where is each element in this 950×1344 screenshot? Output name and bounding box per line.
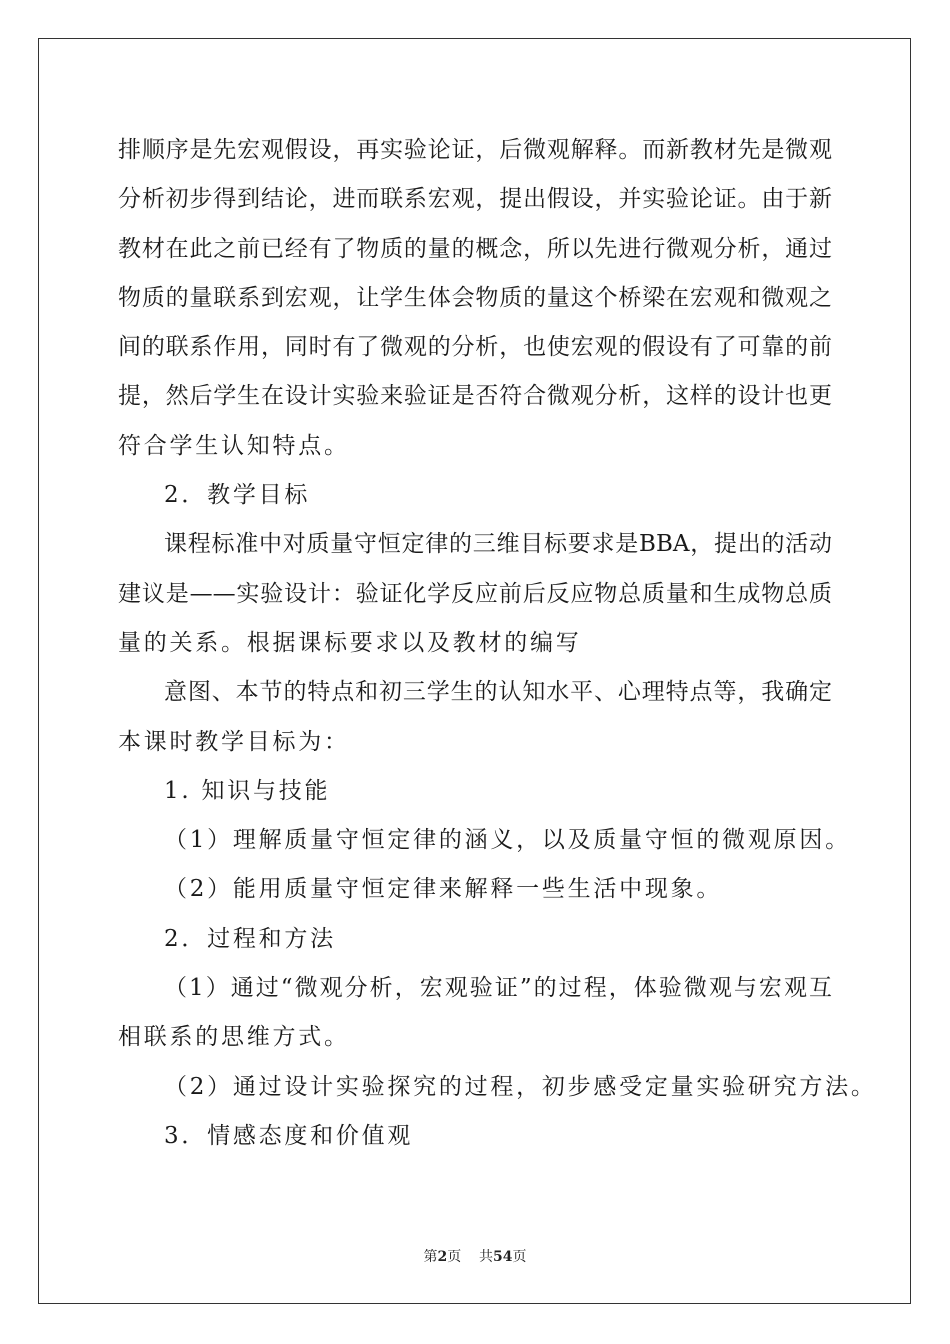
paragraph-line: 本课时教学目标为：: [118, 728, 350, 755]
paragraph-line: 间的联系作用，同时有了微观的分析，也使宏观的假设有了可靠的前: [118, 334, 832, 361]
paragraph-line: 符合学生认知特点。: [118, 432, 350, 459]
paragraph-line: 分析初步得到结论，进而联系宏观，提出假设，并实验论证。由于新: [118, 186, 832, 213]
total-suffix: 页: [512, 1249, 527, 1265]
page-footer: [0, 1246, 950, 1266]
page-prefix: 第: [423, 1249, 438, 1265]
paragraph-line: 教材在此之前已经有了物质的量的概念，所以先进行微观分析，通过: [118, 235, 832, 262]
list-item-continuation: 相联系的思维方式。: [118, 1024, 350, 1051]
total-prefix: 共: [479, 1249, 494, 1265]
section-heading-goals: 2．教学目标: [164, 482, 311, 509]
list-item: （1）通过“微观分析，宏观验证”的过程，体验微观与宏观互: [164, 975, 832, 1002]
page-number: 2: [437, 1249, 448, 1265]
document-body: [118, 126, 877, 1161]
paragraph-line: 提，然后学生在设计实验来验证是否符合微观分析，这样的设计也更: [118, 383, 832, 410]
paragraph-line: 意图、本节的特点和初三学生的认知水平、心理特点等，我确定: [164, 679, 832, 706]
paragraph-line: 量的关系。根据课标要求以及教材的编写: [118, 629, 582, 656]
paragraph-line: 建议是——实验设计：验证化学反应前后反应物总质量和生成物总质: [118, 580, 832, 607]
paragraph-line: 物质的量联系到宏观，让学生体会物质的量这个桥梁在宏观和微观之: [118, 284, 832, 311]
section-heading-emotion: 3．情感态度和价值观: [164, 1122, 414, 1149]
paragraph-line: 排顺序是先宏观假设，再实验论证，后微观解释。而新教材先是微观: [118, 137, 832, 163]
page-suffix: 页: [447, 1249, 462, 1265]
section-heading-process: 2．过程和方法: [164, 925, 336, 952]
total-pages: 54: [493, 1249, 513, 1265]
list-item: （2）能用质量守恒定律来解释一些生活中现象。: [164, 876, 723, 903]
list-item: （1）理解质量守恒定律的涵义，以及质量守恒的微观原因。: [164, 827, 851, 854]
list-item: （2）通过设计实验探究的过程，初步感受定量实验研究方法。: [164, 1073, 877, 1100]
paragraph-line: 课程标准中对质量守恒定律的三维目标要求是BBA，提出的活动: [164, 531, 832, 558]
section-heading-knowledge: 1. 知识与技能: [164, 777, 331, 804]
